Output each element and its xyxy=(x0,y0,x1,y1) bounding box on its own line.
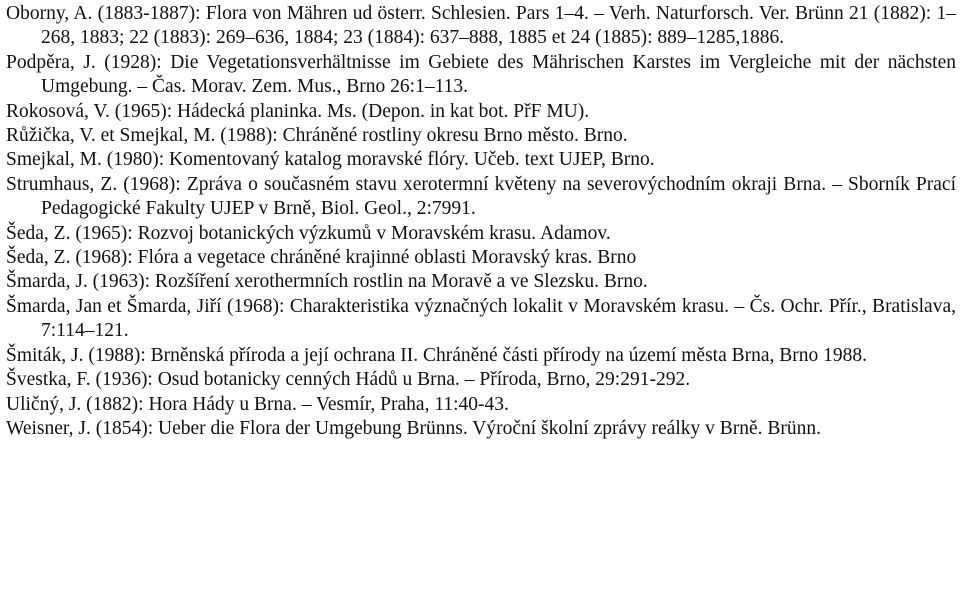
reference-ulicny: Uličný, J. (1882): Hora Hády u Brna. – Vesmír, Praha, 11:40-43. xyxy=(6,393,509,415)
reference-oborny: Oborny, A. (1883-1887): Flora von Mähren ud österr. Schlesien. Pars 1–4. – Verh. Naturforsch. Ver. Brünn 21 (1882): 1–268, 1883; 22 (1883): 269–636, 1884; 23 (1884): 637–888, 1885 et 24 (1885): 889–1285,1886. xyxy=(6,3,956,49)
reference-seda-1965: Šeda, Z. (1965): Rozvoj botanických výzkumů v Moravském krasu. Adamov. xyxy=(6,222,611,244)
reference-seda-1968: Šeda, Z. (1968): Flóra a vegetace chráněné krajinné oblasti Moravský kras. Brno xyxy=(6,247,637,269)
reference-smitak: Šmiták, J. (1988): Brněnská příroda a její ochrana II. Chráněné části přírody na území města Brna, Brno 1988. xyxy=(6,344,868,366)
reference-smarda-1963: Šmarda, J. (1963): Rozšíření xerothermních rostlin na Moravě a ve Slezsku. Brno. xyxy=(6,271,648,293)
reference-strumhaus: Strumhaus, Z. (1968): Zpráva o současném stavu xerotermní květeny na severovýchodním okraji Brna. – Sborník Prací Pedagogické Fakulty UJEP v Brně, Biol. Geol., 2:7991. xyxy=(6,173,956,220)
reference-svestka: Švestka, F. (1936): Osud botanicky cenných Hádů u Brna. – Příroda, Brno, 29:291-292. xyxy=(6,369,691,391)
reference-rokosova: Rokosová, V. (1965): Hádecká planinka. Ms. (Depon. in kat bot. PřF MU). xyxy=(6,100,590,122)
reference-weisner: Weisner, J. (1854): Ueber die Flora der Umgebung Brünns. Výroční školní zprávy reálky v Brně. Brünn. xyxy=(6,417,822,439)
reference-smejkal: Smejkal, M. (1980): Komentovaný katalog moravské flóry. Učeb. text UJEP, Brno. xyxy=(6,149,655,171)
reference-podpera: Podpěra, J. (1928): Die Vegetationsverhältnisse im Gebiete des Mährischen Karstes im Vergleiche mit der nächsten Umgebung. – Čas. Morav. Zem. Mus., Brno 26:1–113. xyxy=(6,51,956,98)
reference-smarda-1968: Šmarda, Jan et Šmarda, Jiří (1968): Charakteristika význačných lokalit v Moravském krasu. – Čs. Ochr. Přír., Bratislava, 7:114–121. xyxy=(6,295,956,342)
reference-ruzicka: Růžička, V. et Smejkal, M. (1988): Chráněné rostliny okresu Brno město. Brno. xyxy=(6,125,628,147)
